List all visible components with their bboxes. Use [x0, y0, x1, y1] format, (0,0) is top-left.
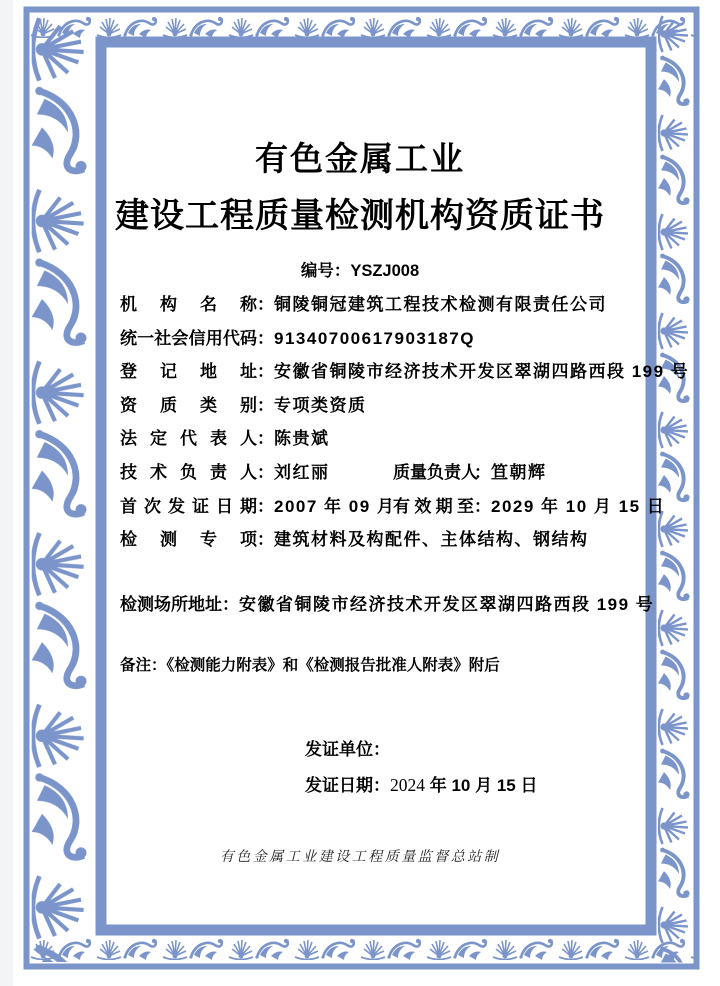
issuing-unit-row — [305, 733, 390, 767]
issue-date-row — [305, 769, 537, 803]
field-value: 专项类资质 — [274, 395, 367, 415]
field-row — [120, 288, 652, 322]
field-row — [120, 523, 652, 557]
note-label: 备注 — [120, 657, 152, 674]
field-pair-secondary — [393, 490, 665, 524]
field-pair-primary — [120, 295, 607, 314]
colon: ： — [474, 496, 491, 516]
field-value: 91340700617903187Q — [274, 328, 475, 348]
field-label: 检测专项 — [120, 530, 257, 550]
colon: ： — [333, 262, 351, 280]
field-pair-primary — [120, 463, 330, 482]
field-row — [120, 490, 666, 524]
colon: ： — [257, 429, 274, 449]
colon: ： — [373, 776, 390, 795]
serial-label: 编号 — [300, 262, 334, 280]
field-value: 安徽省铜陵市经济技术开发区翠湖四路西段 199 号 — [274, 362, 690, 382]
colon: ： — [257, 462, 274, 482]
field-label: 质量负责人 — [393, 462, 478, 482]
field-value: 建筑材料及构配件、主体结构、钢结构 — [274, 530, 589, 550]
field-value: 2029 年 10 月 15 日 — [491, 496, 666, 516]
colon: ： — [151, 657, 167, 674]
colon: ： — [373, 740, 390, 759]
field-row — [120, 422, 652, 456]
colon: ： — [257, 395, 274, 415]
colon: ： — [257, 328, 274, 348]
field-pair-primary — [120, 530, 589, 549]
field-label: 机构名称 — [120, 295, 257, 314]
field-value: 刘红丽 — [274, 462, 330, 482]
colon: ： — [257, 362, 274, 382]
site-address-label: 检测场所地址 — [120, 595, 222, 614]
ornament-band-top — [29, 14, 694, 38]
field-label: 法定代表人 — [120, 429, 257, 449]
field-pair-primary — [120, 497, 395, 516]
colon: ： — [257, 295, 274, 314]
site-address-value: 安徽省铜陵市经济技术开发区翠湖四路西段 199 号 — [239, 595, 655, 614]
field-row — [120, 355, 690, 389]
field-value: 2007 年 09 月 — [274, 496, 396, 516]
footer-imprint: 有色金属工业建设工程质量监督总站制 — [219, 849, 501, 865]
issuing-unit-label: 发证单位 — [305, 740, 373, 759]
field-pair-primary — [120, 362, 689, 381]
certificate-title-line2: 建设工程质量检测机构资质证书 — [115, 197, 605, 235]
field-value: 笪朝辉 — [491, 462, 547, 482]
field-label: 登记地址 — [120, 362, 257, 382]
field-pair-primary — [120, 329, 475, 348]
site-address-row — [120, 588, 654, 622]
field-pair-secondary — [393, 456, 547, 490]
field-row — [120, 322, 652, 356]
field-row — [120, 389, 652, 423]
field-pair-primary — [120, 396, 367, 415]
field-label: 资质类别 — [120, 395, 257, 415]
colon: ： — [257, 530, 274, 550]
ornament-band-bottom — [29, 936, 694, 960]
issue-date-rest: 年 10 月 15 日 — [429, 776, 538, 795]
field-label: 技术负责人 — [120, 462, 257, 482]
certificate-title-line1: 有色金属工业 — [255, 140, 465, 177]
issue-date-year: 2024 — [390, 775, 425, 795]
issue-date-label: 发证日期 — [305, 776, 373, 795]
colon: ： — [474, 462, 491, 482]
field-value: 铜陵铜冠建筑工程技术检测有限责任公司 — [274, 295, 607, 314]
field-value: 陈贵斌 — [274, 429, 330, 449]
field-label: 有效期至 — [393, 496, 474, 516]
serial-number-line — [0, 259, 720, 283]
colon: ： — [257, 496, 274, 516]
colon: ： — [222, 595, 239, 614]
field-row — [120, 456, 652, 490]
fields-rows — [120, 288, 690, 557]
note-row — [120, 649, 500, 683]
field-label: 统一社会信用代码 — [120, 328, 257, 348]
field-label: 首次发证日期 — [120, 496, 257, 516]
serial-value: YSZJ008 — [350, 262, 420, 280]
field-pair-primary — [120, 429, 330, 448]
note-value: 《检测能力附表》和《检测报告批准人附表》附后 — [166, 657, 500, 674]
